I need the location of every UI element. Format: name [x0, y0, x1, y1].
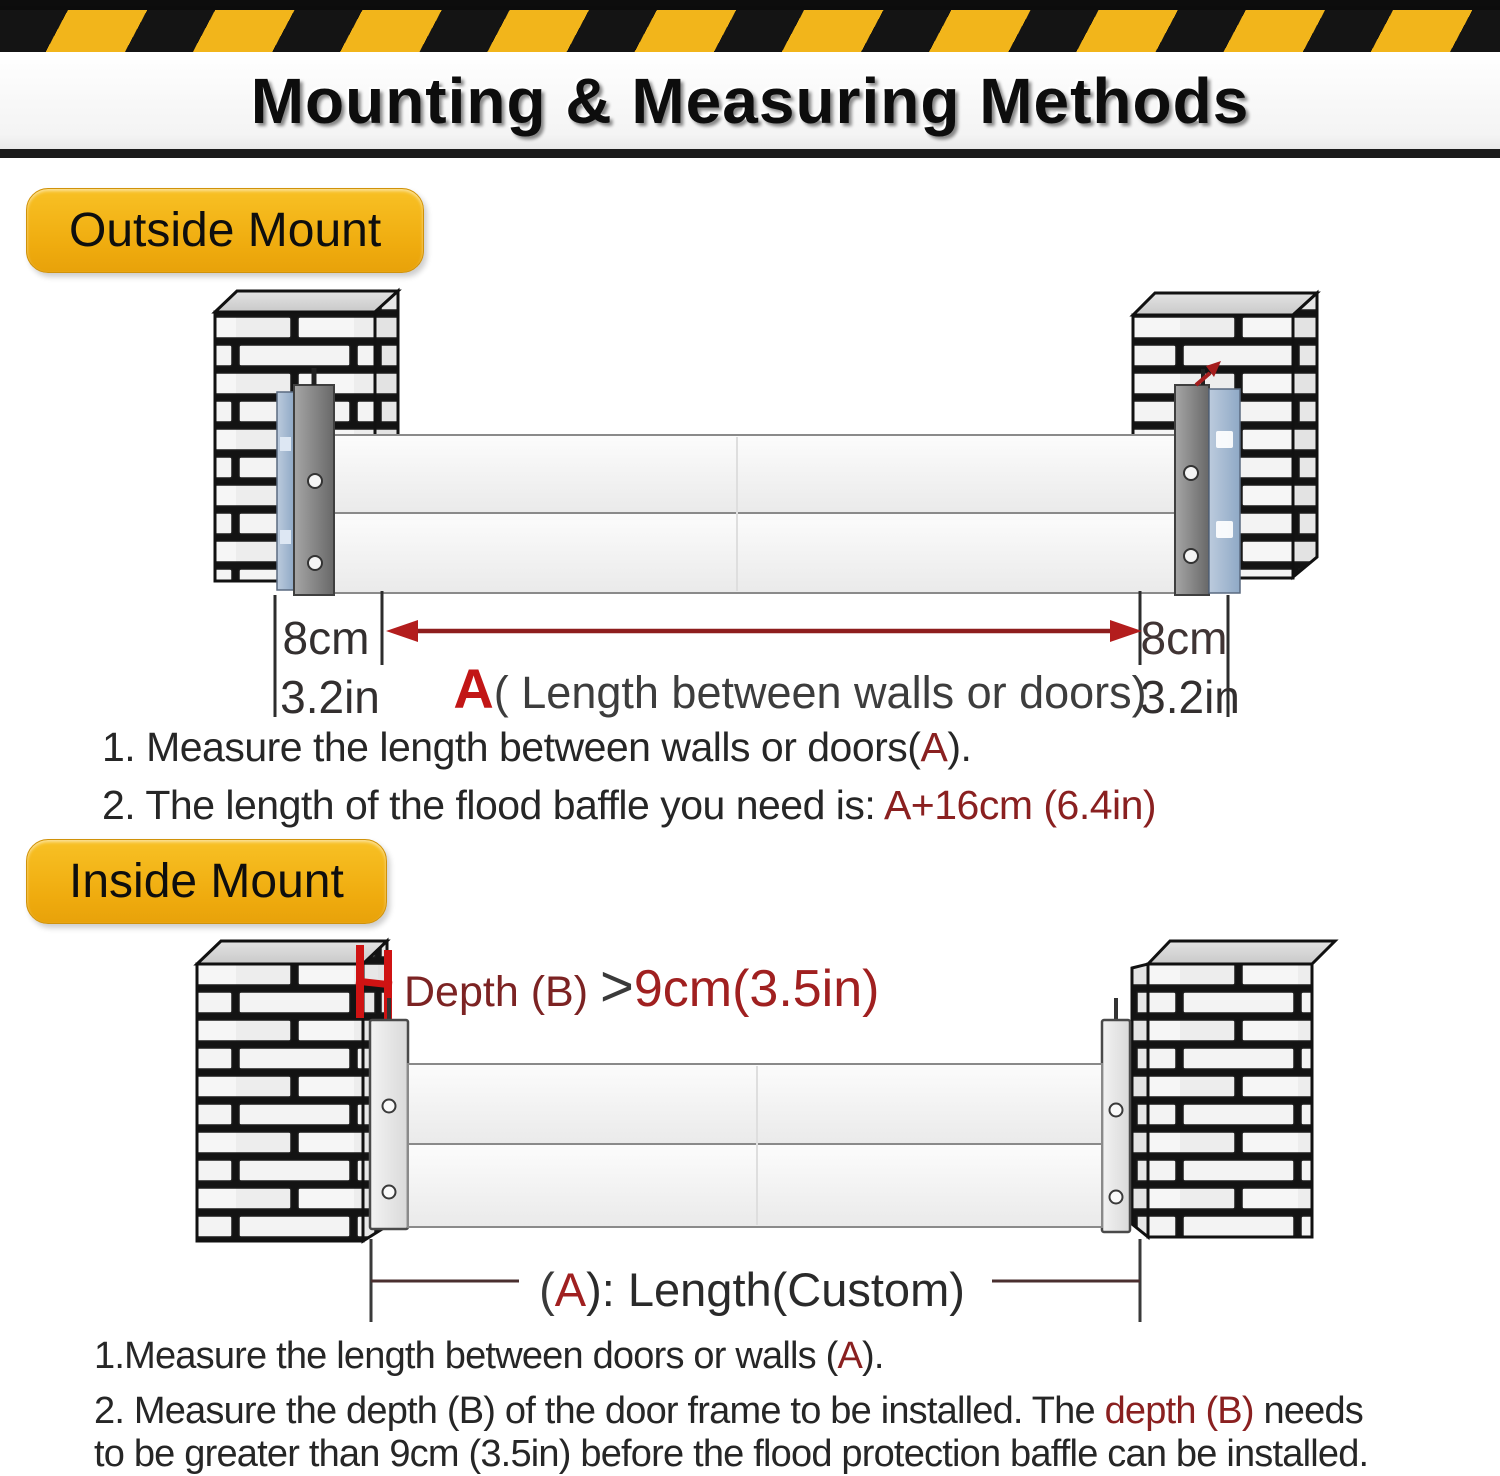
page-title: Mounting & Measuring Methods	[250, 64, 1250, 137]
pillar-top-face	[1133, 293, 1317, 315]
pillar-top-face	[1148, 941, 1335, 964]
seal-strip	[277, 392, 294, 590]
barrier-board-bottom	[334, 513, 1175, 593]
step-highlight: depth (B)	[1104, 1390, 1254, 1432]
step-text: ).	[947, 724, 972, 770]
step-highlight: A	[920, 724, 948, 770]
paren-open: (	[539, 1263, 555, 1316]
spacer	[94, 1378, 1500, 1390]
flood-barrier	[334, 435, 1175, 593]
greater-than-sign: >	[599, 954, 634, 1019]
flood-barrier	[408, 1064, 1102, 1227]
instruction-step-2	[102, 781, 1500, 829]
inside-mount-badge: Inside Mount	[26, 839, 387, 924]
length-label-text: ): Length(Custom)	[586, 1263, 965, 1316]
outside-mount-badge: Outside Mount	[26, 188, 424, 273]
screw-icon	[1110, 1191, 1123, 1204]
pillar-side-face	[1293, 293, 1317, 577]
instruction-step-2-line-1	[94, 1390, 1500, 1433]
seal-strip	[1209, 389, 1240, 593]
inside-mount-section	[0, 839, 1500, 1476]
screw-icon	[1184, 549, 1198, 563]
screw-icon	[308, 556, 322, 570]
right-brick-pillar	[1132, 941, 1335, 1237]
pillar-front-face	[197, 964, 363, 1241]
arrow-head-right-icon	[1110, 620, 1142, 642]
left-offset-in-label: 3.2in	[280, 671, 380, 720]
step-text: 1. Measure the length between walls or doors(	[102, 724, 921, 770]
right-mounting-channel	[1175, 361, 1240, 595]
inside-mount-instructions	[0, 1335, 1500, 1476]
right-offset-in-label: 3.2in	[1140, 671, 1240, 720]
instruction-step-1	[102, 723, 1500, 771]
pillar-front-face	[1148, 964, 1312, 1237]
screw-icon	[308, 474, 322, 488]
inside-mount-diagram	[0, 932, 1500, 1329]
seal-mark	[1216, 431, 1233, 448]
step-text: 1.Measure the length between doors or walls (	[94, 1335, 838, 1377]
right-offset-cm-label: 8cm	[1140, 612, 1228, 664]
pillar-top-face	[215, 291, 398, 312]
screw-icon	[1184, 466, 1198, 480]
title-band	[0, 52, 1500, 158]
barrier-board-top	[408, 1064, 1102, 1144]
step-text: ).	[861, 1335, 884, 1377]
step-text: needs	[1253, 1390, 1363, 1432]
barrier-board-bottom	[408, 1144, 1102, 1227]
screw-icon	[383, 1186, 396, 1199]
outside-mount-section	[0, 188, 1500, 829]
length-a-label	[453, 657, 1146, 720]
top-black-bar	[0, 0, 1500, 10]
step-text: 2. Measure the depth (B) of the door frame to be installed. The	[94, 1390, 1105, 1432]
hazard-stripe-band	[0, 10, 1500, 52]
screw-icon	[383, 1100, 396, 1113]
length-measurement	[371, 1239, 1140, 1322]
barrier-board-top	[334, 435, 1175, 513]
length-measurement	[275, 591, 1240, 720]
custom-length-label	[539, 1263, 965, 1316]
length-a-letter: A	[554, 1263, 587, 1316]
length-a-text: ( Length between walls or doors)	[493, 667, 1147, 718]
depth-label	[404, 954, 879, 1019]
outside-mount-diagram	[0, 285, 1500, 720]
instruction-step-2-line-2	[94, 1433, 1500, 1476]
length-a-letter: A	[453, 657, 494, 720]
step-highlight: A+16cm (6.4in)	[883, 782, 1157, 828]
step-text: to be greater than 9cm (3.5in) before the flood protection baffle can be installed.	[94, 1433, 1369, 1475]
left-mounting-channel	[277, 368, 334, 595]
instruction-step-1	[94, 1335, 1500, 1378]
left-offset-cm-label: 8cm	[282, 612, 370, 664]
depth-value: 9cm(3.5in)	[633, 960, 880, 1018]
seal-mark	[280, 437, 291, 451]
left-mounting-channel	[370, 998, 408, 1229]
screw-icon	[1110, 1104, 1123, 1117]
seal-mark	[280, 530, 291, 544]
right-mounting-channel	[1102, 998, 1130, 1232]
depth-label-text: Depth (B)	[404, 968, 600, 1016]
outside-mount-instructions	[0, 723, 1500, 829]
step-text: 2. The length of the flood baffle you need is:	[102, 782, 884, 828]
header	[0, 0, 1500, 158]
arrow-head-left-icon	[386, 620, 418, 642]
step-highlight: A	[837, 1335, 862, 1377]
seal-mark	[1216, 521, 1233, 538]
pillar-side-face	[1132, 964, 1148, 1237]
